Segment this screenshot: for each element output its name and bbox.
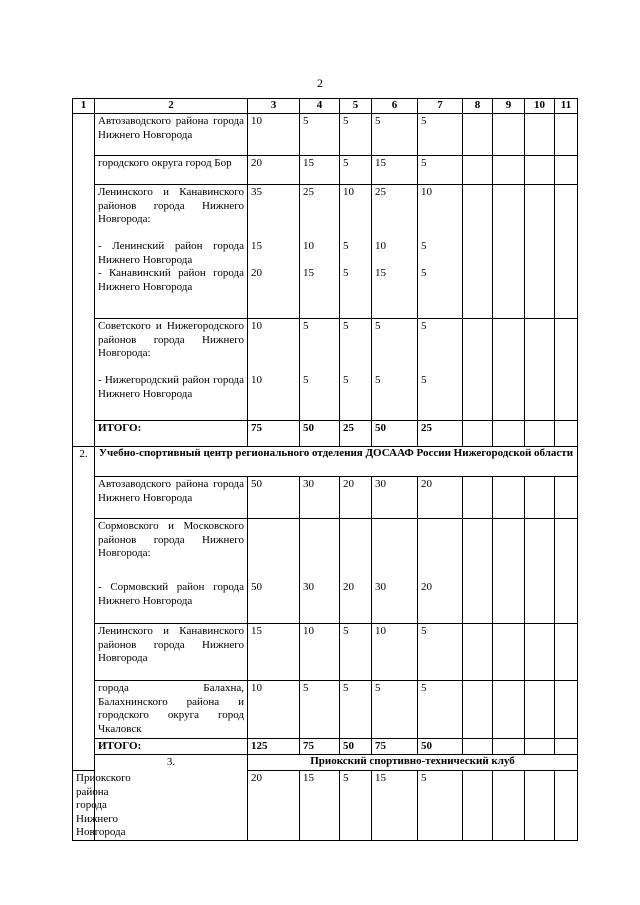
district-group-name: Сормовского и Московского районов города Нижнего Новгорода: [98, 520, 244, 559]
value-cell: 15 [248, 624, 300, 681]
table-row [73, 681, 578, 739]
total-value: 125 [248, 739, 300, 755]
total-value: 25 [418, 421, 463, 447]
value-cell: 5 [340, 114, 372, 156]
section-title: Учебно-спортивный центр регионального отделения ДОСААФ России Нижегородской области [95, 447, 578, 477]
header-cell: 9 [493, 99, 525, 114]
header-cell: 5 [340, 99, 372, 114]
total-label: ИТОГО: [95, 739, 248, 755]
value-cell: 5 5 [300, 319, 340, 421]
header-cell: 6 [372, 99, 418, 114]
district-group-name: Ленинского и Канавинского районов города Нижнего Новгорода: [98, 186, 244, 225]
header-cell: 3 [248, 99, 300, 114]
sub-district-name: - Сормовский район города Нижнего Новгорода [98, 581, 244, 607]
value-cell: 5 [300, 681, 340, 739]
allocation-table [72, 98, 578, 841]
value-cell: 5 [372, 681, 418, 739]
value-cell: 10 5 5 [340, 185, 372, 319]
value-cell: 50 [248, 519, 300, 624]
value-cell: 30 [372, 477, 418, 519]
value-cell: 20 [248, 156, 300, 185]
district-name [95, 319, 248, 421]
header-cell: 1 [73, 99, 95, 114]
total-value: 75 [248, 421, 300, 447]
section-header-row [73, 447, 578, 477]
section-index: 2. [73, 447, 95, 771]
table-row [73, 156, 578, 185]
total-value: 50 [418, 739, 463, 755]
header-row [73, 99, 578, 114]
table-row [73, 624, 578, 681]
value-cell: 5 [340, 681, 372, 739]
value-cell: 15 [372, 771, 418, 841]
value-cell: 25 10 15 [300, 185, 340, 319]
header-cell: 2 [95, 99, 248, 114]
header-cell: 10 [525, 99, 555, 114]
value-cell: 10 10 [248, 319, 300, 421]
table-row [73, 185, 578, 319]
district-group-name: Советского и Нижегородского районов города Нижнего Новгорода: [98, 320, 244, 359]
table-row [73, 114, 578, 156]
table-row [73, 319, 578, 421]
value-cell: 5 [340, 771, 372, 841]
value-cell: 50 [248, 477, 300, 519]
district-name: города Балахна, Балахнинского района и городского округа город Чкаловск [95, 681, 248, 739]
page-number: 2 [317, 76, 323, 90]
district-name [95, 185, 248, 319]
value-cell: 10 [300, 624, 340, 681]
value-cell: 5 5 [418, 319, 463, 421]
value-cell: 10 [248, 681, 300, 739]
district-name: городского округа город Бор [95, 156, 248, 185]
value-cell: 15 [300, 771, 340, 841]
total-row [73, 421, 578, 447]
sub-district-name: - Нижегородский район города Нижнего Новгорода [98, 374, 244, 400]
header-cell: 8 [463, 99, 493, 114]
value-cell: 5 [418, 624, 463, 681]
total-value: 75 [372, 739, 418, 755]
header-cell: 4 [300, 99, 340, 114]
value-cell: 5 [300, 114, 340, 156]
header-cell: 7 [418, 99, 463, 114]
total-value: 50 [372, 421, 418, 447]
total-value: 75 [300, 739, 340, 755]
value-cell: 20 [418, 519, 463, 624]
section-index: 3. [95, 755, 248, 841]
value-cell: 5 [418, 771, 463, 841]
value-cell: 20 [340, 519, 372, 624]
section-header-row [73, 755, 578, 771]
value-cell: 20 [418, 477, 463, 519]
total-row [73, 739, 578, 755]
district-name: Автозаводского района города Нижнего Новгорода [95, 114, 248, 156]
value-cell: 10 [372, 624, 418, 681]
sub-district-name: - Канавинский район города Нижнего Новгорода [98, 267, 244, 293]
value-cell: 30 [300, 519, 340, 624]
value-cell: 25 10 15 [372, 185, 418, 319]
section-index-cell [73, 114, 95, 447]
district-name: Автозаводского района города Нижнего Новгорода [95, 477, 248, 519]
district-name [95, 519, 248, 624]
district-name: Приокского района города Нижнего Новгорода [73, 771, 95, 841]
section-title: Приокский спортивно-технический клуб [248, 755, 578, 771]
total-label: ИТОГО: [95, 421, 248, 447]
value-cell: 10 5 5 [418, 185, 463, 319]
value-cell: 35 15 20 [248, 185, 300, 319]
value-cell: 30 [372, 519, 418, 624]
header-cell: 11 [555, 99, 578, 114]
value-cell: 5 [418, 681, 463, 739]
value-cell: 5 [418, 156, 463, 185]
value-cell: 30 [300, 477, 340, 519]
value-cell: 5 5 [340, 319, 372, 421]
value-cell: 20 [340, 477, 372, 519]
table-row [73, 519, 578, 624]
value-cell: 15 [372, 156, 418, 185]
value-cell: 5 [340, 624, 372, 681]
total-value: 50 [340, 739, 372, 755]
value-cell: 5 [340, 156, 372, 185]
value-cell: 5 [372, 114, 418, 156]
total-value: 50 [300, 421, 340, 447]
sub-district-name: - Ленинский район города Нижнего Новгорода [98, 240, 244, 266]
value-cell: 20 [248, 771, 300, 841]
value-cell: 5 5 [372, 319, 418, 421]
value-cell: 5 [418, 114, 463, 156]
total-value: 25 [340, 421, 372, 447]
table-row [73, 477, 578, 519]
district-name: Ленинского и Канавинского районов города Нижнего Новгорода [95, 624, 248, 681]
value-cell: 10 [248, 114, 300, 156]
value-cell: 15 [300, 156, 340, 185]
